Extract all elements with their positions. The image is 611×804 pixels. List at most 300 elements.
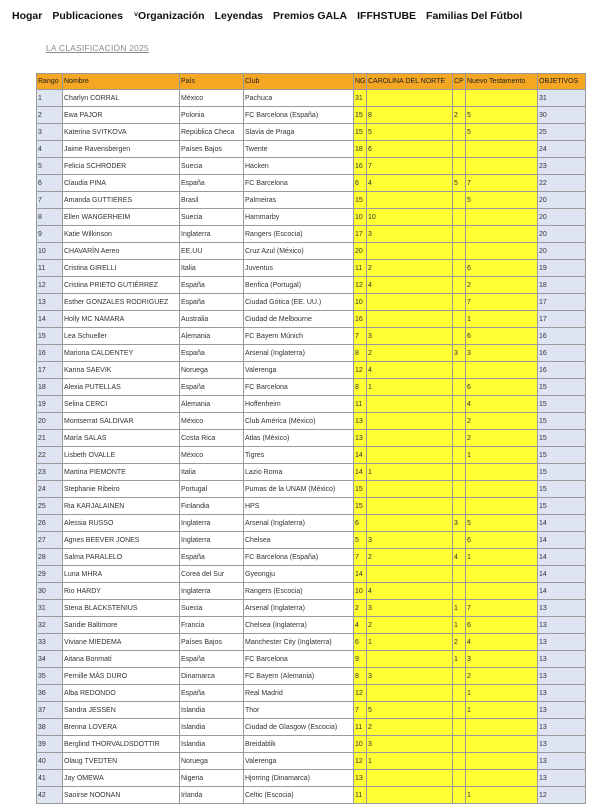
cell-rank: 13 bbox=[37, 294, 63, 311]
cell-cp bbox=[453, 753, 466, 770]
cell-cp bbox=[453, 685, 466, 702]
cell-cp bbox=[453, 787, 466, 804]
cell-rank: 38 bbox=[37, 719, 63, 736]
cell-club: Celtic (Escocia) bbox=[244, 787, 354, 804]
cell-cp: 5 bbox=[453, 175, 466, 192]
cell-carolina-del-norte bbox=[367, 481, 453, 498]
header-name[interactable]: Nombre bbox=[63, 74, 180, 90]
cell-club: Twente bbox=[244, 141, 354, 158]
cell-cp bbox=[453, 192, 466, 209]
cell-objetivos: 25 bbox=[538, 124, 586, 141]
cell-nuevo-testamento bbox=[466, 753, 538, 770]
cell-carolina-del-norte: 8 bbox=[367, 107, 453, 124]
cell-nuevo-testamento: 1 bbox=[466, 311, 538, 328]
cell-club: Arsenal (Inglaterra) bbox=[244, 600, 354, 617]
cell-club: FC Barcelona (España) bbox=[244, 107, 354, 124]
cell-name: Lisbeth OVALLE bbox=[63, 447, 180, 464]
cell-name: María SALAS bbox=[63, 430, 180, 447]
cell-rank: 28 bbox=[37, 549, 63, 566]
cell-objetivos: 30 bbox=[538, 107, 586, 124]
cell-carolina-del-norte: 1 bbox=[367, 379, 453, 396]
cell-carolina-del-norte: 4 bbox=[367, 362, 453, 379]
cell-cp bbox=[453, 566, 466, 583]
cell-ng: 15 bbox=[354, 498, 367, 515]
cell-country: Inglaterra bbox=[180, 583, 244, 600]
cell-cp bbox=[453, 379, 466, 396]
cell-ng: 10 bbox=[354, 209, 367, 226]
cell-nuevo-testamento: 2 bbox=[466, 413, 538, 430]
chevron-down-icon[interactable]: ˅ bbox=[133, 11, 139, 19]
cell-rank: 10 bbox=[37, 243, 63, 260]
cell-country: Australia bbox=[180, 311, 244, 328]
cell-objetivos: 17 bbox=[538, 294, 586, 311]
cell-cp bbox=[453, 447, 466, 464]
cell-objetivos: 17 bbox=[538, 311, 586, 328]
table-row bbox=[37, 583, 586, 600]
cell-cp bbox=[453, 209, 466, 226]
cell-country: España bbox=[180, 294, 244, 311]
cell-objetivos: 13 bbox=[538, 600, 586, 617]
cell-carolina-del-norte bbox=[367, 566, 453, 583]
cell-club: FC Bayern (Alemania) bbox=[244, 668, 354, 685]
cell-cp bbox=[453, 736, 466, 753]
cell-country: España bbox=[180, 685, 244, 702]
cell-club: Hammarby bbox=[244, 209, 354, 226]
cell-country: Nigeria bbox=[180, 770, 244, 787]
cell-objetivos: 16 bbox=[538, 362, 586, 379]
cell-rank: 23 bbox=[37, 464, 63, 481]
table-row bbox=[37, 753, 586, 770]
cell-objetivos: 15 bbox=[538, 447, 586, 464]
ranking-table bbox=[36, 73, 586, 804]
cell-ng: 12 bbox=[354, 277, 367, 294]
cell-country: España bbox=[180, 345, 244, 362]
cell-objetivos: 15 bbox=[538, 413, 586, 430]
cell-objetivos: 13 bbox=[538, 685, 586, 702]
cell-ng: 20 bbox=[354, 243, 367, 260]
cell-ng: 5 bbox=[354, 532, 367, 549]
cell-cp bbox=[453, 719, 466, 736]
cell-carolina-del-norte: 3 bbox=[367, 600, 453, 617]
cell-cp bbox=[453, 362, 466, 379]
cell-objetivos: 15 bbox=[538, 379, 586, 396]
table-row bbox=[37, 532, 586, 549]
cell-objetivos: 13 bbox=[538, 770, 586, 787]
cell-name: Katie Wilkinson bbox=[63, 226, 180, 243]
table-body bbox=[37, 90, 586, 804]
cell-country: Noruega bbox=[180, 362, 244, 379]
cell-rank: 18 bbox=[37, 379, 63, 396]
cell-nuevo-testamento: 4 bbox=[466, 634, 538, 651]
cell-carolina-del-norte bbox=[367, 770, 453, 787]
cell-country: EE.UU bbox=[180, 243, 244, 260]
cell-rank: 24 bbox=[37, 481, 63, 498]
cell-ng: 13 bbox=[354, 770, 367, 787]
cell-cp bbox=[453, 532, 466, 549]
cell-club: Valerenga bbox=[244, 753, 354, 770]
cell-nuevo-testamento bbox=[466, 770, 538, 787]
cell-ng: 6 bbox=[354, 634, 367, 651]
cell-ng: 10 bbox=[354, 583, 367, 600]
cell-country: Inglaterra bbox=[180, 532, 244, 549]
cell-ng: 6 bbox=[354, 175, 367, 192]
cell-carolina-del-norte: 4 bbox=[367, 277, 453, 294]
nav-item-4[interactable]: Premios GALA bbox=[273, 10, 348, 22]
cell-ng: 15 bbox=[354, 192, 367, 209]
cell-name: Charlyn CORRAL bbox=[63, 90, 180, 107]
cell-ng: 13 bbox=[354, 430, 367, 447]
cell-objetivos: 15 bbox=[538, 498, 586, 515]
cell-cp: 3 bbox=[453, 515, 466, 532]
cell-cp bbox=[453, 141, 466, 158]
cell-objetivos: 18 bbox=[538, 277, 586, 294]
cell-name: Jay OMEWA bbox=[63, 770, 180, 787]
cell-rank: 35 bbox=[37, 668, 63, 685]
cell-carolina-del-norte: 3 bbox=[367, 328, 453, 345]
cell-nuevo-testamento: 6 bbox=[466, 617, 538, 634]
cell-objetivos: 13 bbox=[538, 736, 586, 753]
cell-rank: 27 bbox=[37, 532, 63, 549]
cell-objetivos: 13 bbox=[538, 668, 586, 685]
table-row bbox=[37, 311, 586, 328]
table-row bbox=[37, 651, 586, 668]
cell-objetivos: 16 bbox=[538, 328, 586, 345]
nav-item-2[interactable]: Organización bbox=[138, 10, 205, 22]
table-row bbox=[37, 685, 586, 702]
cell-nuevo-testamento: 6 bbox=[466, 379, 538, 396]
cell-club: Palmeiras bbox=[244, 192, 354, 209]
cell-country: Alemania bbox=[180, 396, 244, 413]
cell-name: Martina PIEMONTE bbox=[63, 464, 180, 481]
cell-nuevo-testamento bbox=[466, 498, 538, 515]
table-row bbox=[37, 617, 586, 634]
table-row bbox=[37, 413, 586, 430]
cell-ng: 7 bbox=[354, 702, 367, 719]
table-row bbox=[37, 243, 586, 260]
cell-name: Sandra JESSEN bbox=[63, 702, 180, 719]
cell-carolina-del-norte: 2 bbox=[367, 617, 453, 634]
cell-country: España bbox=[180, 277, 244, 294]
cell-nuevo-testamento bbox=[466, 226, 538, 243]
cell-country: Suecia bbox=[180, 158, 244, 175]
cell-nuevo-testamento: 1 bbox=[466, 447, 538, 464]
cell-nuevo-testamento bbox=[466, 243, 538, 260]
table-row bbox=[37, 770, 586, 787]
cell-nuevo-testamento bbox=[466, 481, 538, 498]
header-country[interactable]: País bbox=[180, 74, 244, 90]
cell-rank: 37 bbox=[37, 702, 63, 719]
cell-objetivos: 14 bbox=[538, 566, 586, 583]
cell-nuevo-testamento: 1 bbox=[466, 702, 538, 719]
cell-rank: 39 bbox=[37, 736, 63, 753]
cell-country: Inglaterra bbox=[180, 515, 244, 532]
cell-club: Manchester City (Inglaterra) bbox=[244, 634, 354, 651]
cell-name: Montserrat SALDIVAR bbox=[63, 413, 180, 430]
cell-carolina-del-norte bbox=[367, 498, 453, 515]
table-row bbox=[37, 396, 586, 413]
cell-club: Chelsea bbox=[244, 532, 354, 549]
cell-objetivos: 16 bbox=[538, 345, 586, 362]
cell-club: Rangers (Escocia) bbox=[244, 583, 354, 600]
nav-item-5[interactable]: IFFHSTUBE bbox=[357, 10, 417, 22]
cell-name: Olaug TVEDTEN bbox=[63, 753, 180, 770]
cell-nuevo-testamento: 6 bbox=[466, 260, 538, 277]
cell-rank: 8 bbox=[37, 209, 63, 226]
cell-ng: 16 bbox=[354, 158, 367, 175]
table-row bbox=[37, 328, 586, 345]
cell-name: Holly MC NAMARA bbox=[63, 311, 180, 328]
nav-item-1[interactable]: Publicaciones bbox=[52, 10, 123, 22]
cell-ng: 11 bbox=[354, 787, 367, 804]
cell-name: Amanda GUTTIERES bbox=[63, 192, 180, 209]
cell-country: Portugal bbox=[180, 481, 244, 498]
cell-club: Hjorring (Dinamarca) bbox=[244, 770, 354, 787]
cell-club: FC Barcelona bbox=[244, 379, 354, 396]
cell-rank: 36 bbox=[37, 685, 63, 702]
table-row bbox=[37, 719, 586, 736]
cell-rank: 31 bbox=[37, 600, 63, 617]
cell-cp bbox=[453, 464, 466, 481]
cell-ng: 14 bbox=[354, 566, 367, 583]
table-row bbox=[37, 600, 586, 617]
cell-rank: 20 bbox=[37, 413, 63, 430]
cell-country: Finlandia bbox=[180, 498, 244, 515]
cell-rank: 7 bbox=[37, 192, 63, 209]
cell-ng: 12 bbox=[354, 685, 367, 702]
cell-objetivos: 23 bbox=[538, 158, 586, 175]
cell-nuevo-testamento bbox=[466, 719, 538, 736]
cell-nuevo-testamento: 2 bbox=[466, 668, 538, 685]
cell-nuevo-testamento bbox=[466, 90, 538, 107]
header-cp[interactable]: CP bbox=[453, 74, 466, 90]
nav-item-3[interactable]: Leyendas bbox=[214, 10, 264, 22]
cell-ng: 14 bbox=[354, 447, 367, 464]
cell-ng: 6 bbox=[354, 515, 367, 532]
cell-rank: 26 bbox=[37, 515, 63, 532]
cell-nuevo-testamento: 2 bbox=[466, 430, 538, 447]
cell-name: Alba REDONDO bbox=[63, 685, 180, 702]
cell-nuevo-testamento bbox=[466, 464, 538, 481]
cell-club: Gyeongju bbox=[244, 566, 354, 583]
cell-rank: 42 bbox=[37, 787, 63, 804]
cell-nuevo-testamento bbox=[466, 141, 538, 158]
cell-nuevo-testamento bbox=[466, 158, 538, 175]
cell-carolina-del-norte bbox=[367, 311, 453, 328]
cell-objetivos: 14 bbox=[538, 549, 586, 566]
cell-ng: 13 bbox=[354, 413, 367, 430]
table-row bbox=[37, 192, 586, 209]
cell-club: Hoffenheim bbox=[244, 396, 354, 413]
cell-club: Juventus bbox=[244, 260, 354, 277]
cell-name: Ellen WANGERHEIM bbox=[63, 209, 180, 226]
cell-country: Suecia bbox=[180, 600, 244, 617]
cell-nuevo-testamento: 5 bbox=[466, 515, 538, 532]
cell-country: México bbox=[180, 413, 244, 430]
cell-name: Berglind THORVALDSDOTTIR bbox=[63, 736, 180, 753]
cell-rank: 21 bbox=[37, 430, 63, 447]
cell-rank: 17 bbox=[37, 362, 63, 379]
cell-name: Ewa PAJOR bbox=[63, 107, 180, 124]
header-nuevo-testamento[interactable]: Nuevo Testamento bbox=[466, 74, 538, 90]
cell-nuevo-testamento: 7 bbox=[466, 294, 538, 311]
cell-name: Felicia SCHRODER bbox=[63, 158, 180, 175]
cell-country: Islandia bbox=[180, 702, 244, 719]
cell-ng: 16 bbox=[354, 311, 367, 328]
cell-carolina-del-norte: 3 bbox=[367, 226, 453, 243]
cell-cp bbox=[453, 702, 466, 719]
cell-carolina-del-norte: 2 bbox=[367, 260, 453, 277]
cell-ng: 9 bbox=[354, 651, 367, 668]
header-rank[interactable]: Rango bbox=[37, 74, 63, 90]
header-objetivos[interactable]: OBJETIVOS bbox=[538, 74, 586, 90]
cell-ng: 4 bbox=[354, 617, 367, 634]
cell-club: Chelsea (Inglaterra) bbox=[244, 617, 354, 634]
cell-rank: 16 bbox=[37, 345, 63, 362]
cell-country: Suecia bbox=[180, 209, 244, 226]
cell-country: Corea del Sur bbox=[180, 566, 244, 583]
cell-country: Irlanda bbox=[180, 787, 244, 804]
cell-name: Luna MHRA bbox=[63, 566, 180, 583]
cell-nuevo-testamento: 6 bbox=[466, 328, 538, 345]
cell-rank: 9 bbox=[37, 226, 63, 243]
cell-ng: 10 bbox=[354, 736, 367, 753]
table-row bbox=[37, 549, 586, 566]
cell-carolina-del-norte: 4 bbox=[367, 175, 453, 192]
cell-ng: 10 bbox=[354, 294, 367, 311]
cell-cp: 2 bbox=[453, 107, 466, 124]
header-ng[interactable]: NG bbox=[354, 74, 367, 90]
cell-ng: 14 bbox=[354, 464, 367, 481]
header-carolina-del-norte[interactable]: CAROLINA DEL NORTE bbox=[367, 74, 453, 90]
cell-club: Rangers (Escocia) bbox=[244, 226, 354, 243]
cell-club: FC Barcelona bbox=[244, 651, 354, 668]
cell-ng: 7 bbox=[354, 328, 367, 345]
table-row bbox=[37, 787, 586, 804]
cell-nuevo-testamento: 5 bbox=[466, 107, 538, 124]
cell-name: Salma PARALELO bbox=[63, 549, 180, 566]
cell-rank: 22 bbox=[37, 447, 63, 464]
table-row bbox=[37, 668, 586, 685]
table-row bbox=[37, 566, 586, 583]
cell-objetivos: 13 bbox=[538, 719, 586, 736]
cell-country: España bbox=[180, 379, 244, 396]
table-row bbox=[37, 226, 586, 243]
cell-objetivos: 31 bbox=[538, 90, 586, 107]
cell-carolina-del-norte bbox=[367, 447, 453, 464]
cell-name: Alessia RUSSO bbox=[63, 515, 180, 532]
cell-objetivos: 19 bbox=[538, 260, 586, 277]
table-row bbox=[37, 481, 586, 498]
cell-nuevo-testamento: 5 bbox=[466, 124, 538, 141]
table-row bbox=[37, 515, 586, 532]
cell-carolina-del-norte bbox=[367, 396, 453, 413]
nav-item-0[interactable]: Hogar bbox=[12, 10, 43, 22]
cell-country: España bbox=[180, 175, 244, 192]
cell-rank: 40 bbox=[37, 753, 63, 770]
cell-cp bbox=[453, 668, 466, 685]
cell-nuevo-testamento: 5 bbox=[466, 192, 538, 209]
table-row bbox=[37, 736, 586, 753]
header-club[interactable]: Club bbox=[244, 74, 354, 90]
cell-objetivos: 13 bbox=[538, 634, 586, 651]
cell-objetivos: 14 bbox=[538, 532, 586, 549]
cell-name: Claudia PINA bbox=[63, 175, 180, 192]
cell-objetivos: 13 bbox=[538, 651, 586, 668]
cell-cp bbox=[453, 243, 466, 260]
cell-club: Club América (México) bbox=[244, 413, 354, 430]
nav-item-6[interactable]: Familias Del Fútbol bbox=[426, 10, 523, 22]
cell-carolina-del-norte: 3 bbox=[367, 668, 453, 685]
cell-country: Noruega bbox=[180, 753, 244, 770]
cell-carolina-del-norte: 5 bbox=[367, 702, 453, 719]
cell-nuevo-testamento: 6 bbox=[466, 532, 538, 549]
cell-name: Pernille MÁS DURO bbox=[63, 668, 180, 685]
cell-rank: 41 bbox=[37, 770, 63, 787]
cell-rank: 32 bbox=[37, 617, 63, 634]
cell-name: Stena BLACKSTENIUS bbox=[63, 600, 180, 617]
cell-objetivos: 14 bbox=[538, 515, 586, 532]
cell-club: Benfica (Portugal) bbox=[244, 277, 354, 294]
cell-carolina-del-norte bbox=[367, 430, 453, 447]
cell-country: Polonia bbox=[180, 107, 244, 124]
cell-cp bbox=[453, 311, 466, 328]
cell-objetivos: 20 bbox=[538, 209, 586, 226]
cell-cp bbox=[453, 158, 466, 175]
cell-club: Slavia de Praga bbox=[244, 124, 354, 141]
cell-rank: 15 bbox=[37, 328, 63, 345]
cell-cp bbox=[453, 413, 466, 430]
cell-carolina-del-norte: 10 bbox=[367, 209, 453, 226]
cell-cp: 3 bbox=[453, 345, 466, 362]
cell-objetivos: 13 bbox=[538, 753, 586, 770]
cell-name: Alexia PUTELLAS bbox=[63, 379, 180, 396]
table-row bbox=[37, 447, 586, 464]
cell-name: Ria KARJALAINEN bbox=[63, 498, 180, 515]
cell-country: Brasil bbox=[180, 192, 244, 209]
cell-name: Viviane MIEDEMA bbox=[63, 634, 180, 651]
cell-rank: 3 bbox=[37, 124, 63, 141]
cell-rank: 11 bbox=[37, 260, 63, 277]
cell-club: Tigres bbox=[244, 447, 354, 464]
cell-name: Cristina GIRELLI bbox=[63, 260, 180, 277]
cell-nuevo-testamento: 1 bbox=[466, 787, 538, 804]
cell-cp bbox=[453, 328, 466, 345]
cell-country: Francia bbox=[180, 617, 244, 634]
cell-ng: 12 bbox=[354, 753, 367, 770]
cell-cp bbox=[453, 226, 466, 243]
cell-carolina-del-norte: 5 bbox=[367, 124, 453, 141]
table-row bbox=[37, 260, 586, 277]
cell-country: México bbox=[180, 447, 244, 464]
cell-cp bbox=[453, 260, 466, 277]
cell-country: Países Bajos bbox=[180, 141, 244, 158]
cell-objetivos: 12 bbox=[538, 787, 586, 804]
cell-objetivos: 15 bbox=[538, 481, 586, 498]
cell-carolina-del-norte: 3 bbox=[367, 736, 453, 753]
cell-club: Real Madrid bbox=[244, 685, 354, 702]
cell-club: Pumas de la UNAM (México) bbox=[244, 481, 354, 498]
cell-carolina-del-norte: 6 bbox=[367, 141, 453, 158]
cell-name: Esther GONZALES RODRIGUEZ bbox=[63, 294, 180, 311]
cell-ng: 2 bbox=[354, 600, 367, 617]
cell-country: España bbox=[180, 549, 244, 566]
cell-objetivos: 15 bbox=[538, 396, 586, 413]
cell-club: Arsenal (Inglaterra) bbox=[244, 515, 354, 532]
table-row bbox=[37, 107, 586, 124]
cell-rank: 33 bbox=[37, 634, 63, 651]
cell-ng: 12 bbox=[354, 362, 367, 379]
cell-rank: 12 bbox=[37, 277, 63, 294]
